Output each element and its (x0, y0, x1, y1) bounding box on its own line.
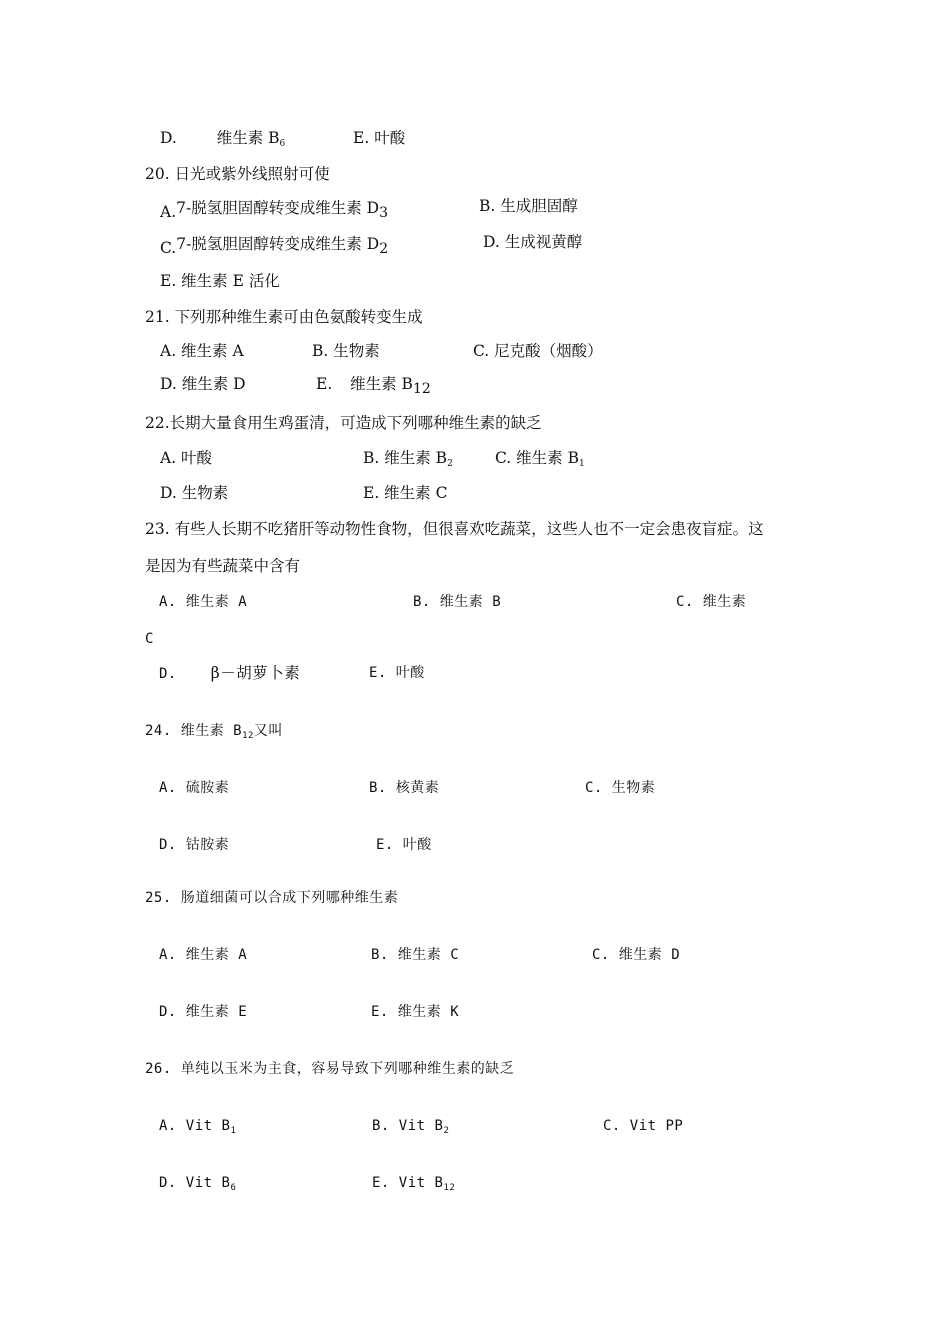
q26-option-d (159, 1173, 236, 1193)
option-text: E. Vit B (372, 1175, 444, 1191)
option-label: E. (353, 129, 370, 147)
q21-option-b: B. 生物素 (312, 342, 380, 360)
option-text: A. Vit B (159, 1118, 231, 1134)
option-label: D. (160, 129, 177, 147)
subscript: 12 (242, 731, 254, 741)
q21-option-a: A. 维生素 A (160, 342, 244, 360)
q26-option-c: C. Vit PP (603, 1118, 684, 1134)
q23-option-c: C. 维生素 (676, 594, 747, 610)
q21-option-c: C. 尼克酸（烟酸） (473, 342, 603, 360)
q20-option-d: D. 生成视黄醇 (483, 233, 583, 251)
subscript: 6 (279, 139, 286, 149)
option-text: D. Vit B (159, 1175, 231, 1191)
q22-stem: 22.长期大量食用生鸡蛋清，可造成下列哪种维生素的缺乏 (145, 414, 542, 432)
option-text: 维生素 B (216, 129, 280, 147)
q20-stem: 20. 日光或紫外线照射可使 (145, 165, 330, 183)
q25-option-a: A. 维生素 A (159, 947, 248, 963)
q22-option-b (363, 448, 453, 468)
q23-option-c-wrap: C (145, 631, 154, 647)
subscript: 1 (578, 459, 585, 469)
q22-option-d: D. 生物素 (160, 484, 229, 502)
subscript: 12 (412, 381, 431, 397)
subscript: 2 (379, 241, 389, 257)
q20-option-a (160, 198, 389, 221)
q20-option-e: E. 维生素 E 活化 (160, 272, 280, 290)
q23-option-d (159, 663, 300, 684)
stem-text: 24. 维生素 B (145, 723, 243, 739)
option-text: 7-脱氢胆固醇转变成维生素 D (176, 199, 380, 217)
q23-option-a: A. 维生素 A (159, 594, 248, 610)
q25-option-b: B. 维生素 C (371, 947, 460, 963)
q25-option-d: D. 维生素 E (159, 1004, 248, 1020)
q24-option-e: E. 叶酸 (376, 837, 432, 853)
q20-option-c (160, 234, 389, 257)
option-text: B. Vit B (372, 1118, 444, 1134)
option-text: β－胡萝卜素 (210, 664, 301, 682)
option-label: A. (160, 203, 177, 221)
q22-option-e: E. 维生素 C (363, 484, 448, 502)
q25-stem: 25. 肠道细菌可以合成下列哪种维生素 (145, 890, 399, 906)
q23-stem-line2: 是因为有些蔬菜中含有 (145, 557, 301, 575)
option-label: C. (160, 239, 177, 257)
option-text: 7-脱氢胆固醇转变成维生素 D (176, 235, 380, 253)
subscript: 3 (379, 205, 389, 221)
q24-option-a: A. 硫胺素 (159, 780, 230, 796)
q26-option-b (372, 1116, 449, 1136)
q21-option-d: D. 维生素 D (160, 375, 246, 393)
q21-option-e (316, 374, 431, 397)
q19-option-d (160, 128, 285, 148)
q23-stem-line1: 23. 有些人长期不吃猪肝等动物性食物，但很喜欢吃蔬菜，这些人也不一定会患夜盲症。这 (145, 520, 764, 538)
q21-stem: 21. 下列那种维生素可由色氨酸转变生成 (145, 308, 423, 326)
q26-option-e (372, 1173, 455, 1193)
q24-option-b: B. 核黄素 (369, 780, 440, 796)
q22-option-c (495, 448, 585, 468)
q22-option-a: A. 叶酸 (160, 449, 213, 467)
subscript: 1 (230, 1126, 237, 1136)
option-label: E. (316, 375, 333, 393)
q24-stem (145, 721, 283, 741)
q24-option-c: C. 生物素 (585, 780, 656, 796)
subscript: 2 (443, 1126, 450, 1136)
q20-option-b: B. 生成胆固醇 (479, 197, 578, 215)
subscript: 12 (443, 1183, 456, 1193)
q23-option-b: B. 维生素 B (413, 594, 502, 610)
subscript: 6 (230, 1183, 237, 1193)
q26-stem: 26. 单纯以玉米为主食，容易导致下列哪种维生素的缺乏 (145, 1061, 515, 1077)
option-text: C. 维生素 B (495, 449, 579, 467)
option-label: D. (159, 666, 177, 682)
option-text: B. 维生素 B (363, 449, 448, 467)
q24-option-d: D. 钴胺素 (159, 837, 230, 853)
subscript: 2 (447, 459, 453, 469)
option-text: 叶酸 (374, 129, 406, 147)
option-text: 维生素 B (350, 375, 413, 393)
q19-option-e (353, 128, 405, 148)
stem-text: 又叫 (253, 723, 283, 739)
q26-option-a (159, 1116, 236, 1136)
q25-option-c: C. 维生素 D (592, 947, 681, 963)
q23-option-e: E. 叶酸 (369, 665, 425, 681)
q25-option-e: E. 维生素 K (371, 1004, 460, 1020)
